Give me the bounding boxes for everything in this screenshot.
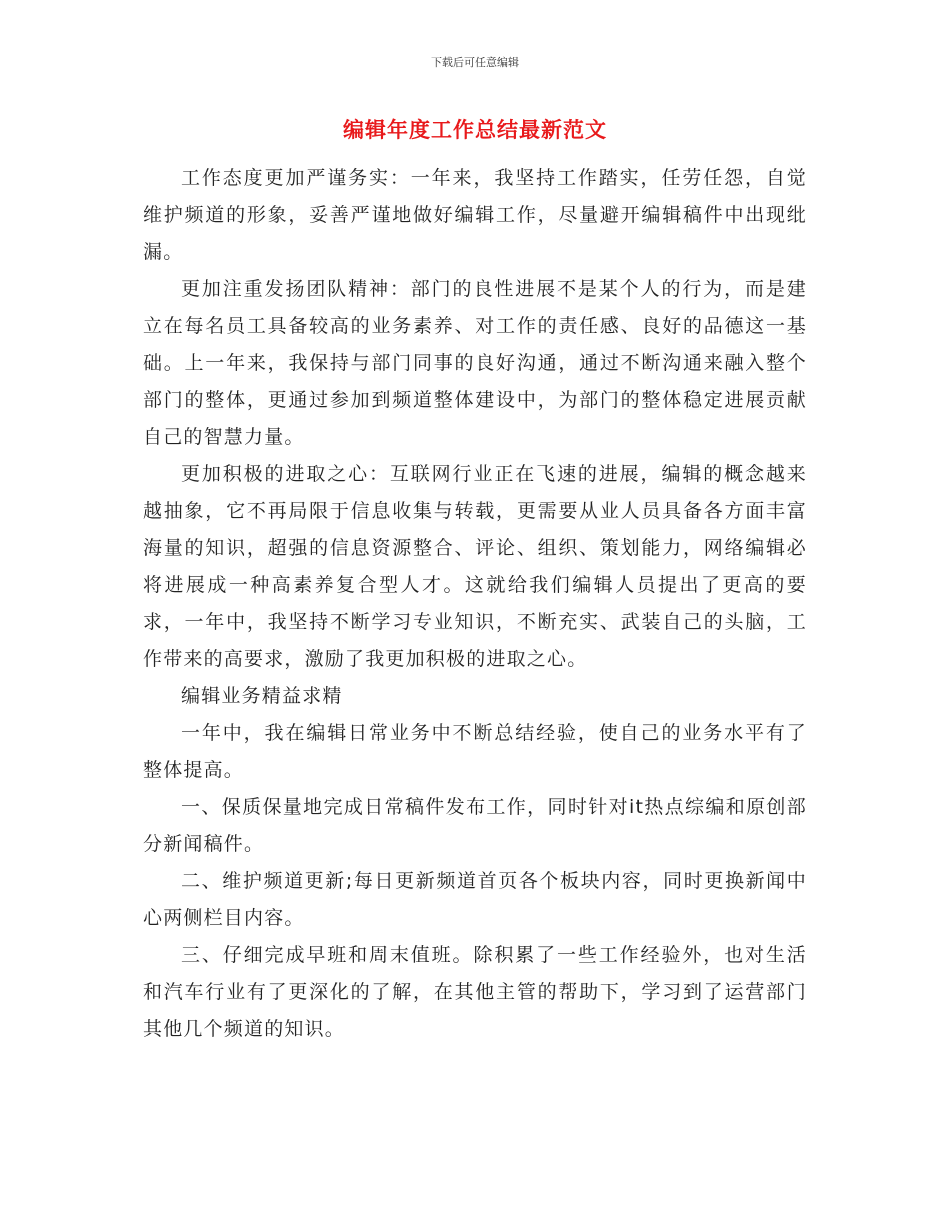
- paragraph-work-attitude: 工作态度更加严谨务实：一年来，我坚持工作踏实，任劳任怨，自觉维护频道的形象，妥善严谨地做好编辑工作，尽量避开编辑稿件中出现纰漏。: [143, 167, 807, 263]
- paragraph-section-heading: 编辑业务精益求精: [181, 685, 343, 707]
- document-body: [143, 160, 807, 1048]
- page-header: 下载后可任意编辑: [431, 56, 519, 69]
- paragraph-team-spirit: 更加注重发扬团队精神：部门的良性进展不是某个人的行为，而是建立在每名员工具备较高的业务素养、对工作的责任感、良好的品德这一基础。上一年来，我保持与部门同事的良好沟通，通过不断沟通来融入整个部门的整体，更通过参加到频道整体建设中，为部门的整体稳定进展贡献自己的智慧力量。: [143, 278, 807, 448]
- paragraph-item-one: 一、保质保量地完成日常稿件发布工作，同时针对it热点综编和原创部分新闻稿件。: [143, 796, 807, 855]
- paragraph-business-summary: 一年中，我在编辑日常业务中不断总结经验，使自己的业务水平有了整体提高。: [143, 722, 807, 781]
- paragraph-item-three: 三、仔细完成早班和周末值班。除积累了一些工作经验外，也对生活和汽车行业有了更深化的了解，在其他主管的帮助下，学习到了运营部门其他几个频道的知识。: [143, 944, 807, 1040]
- document-title: 编辑年度工作总结最新范文: [343, 118, 607, 142]
- paragraph-enterprising-spirit: 更加积极的进取之心：互联网行业正在飞速的进展，编辑的概念越来越抽象，它不再局限于信息收集与转载，更需要从业人员具备各方面丰富海量的知识，超强的信息资源整合、评论、组织、策划能力，网络编辑必将进展成一种高素养复合型人才。这就给我们编辑人员提出了更高的要求，一年中，我坚持不断学习专业知识，不断充实、武装自己的头脑，工作带来的高要求，激励了我更加积极的进取之心。: [143, 463, 807, 670]
- paragraph-item-two: 二、维护频道更新;每日更新频道首页各个板块内容，同时更换新闻中心两侧栏目内容。: [143, 870, 807, 929]
